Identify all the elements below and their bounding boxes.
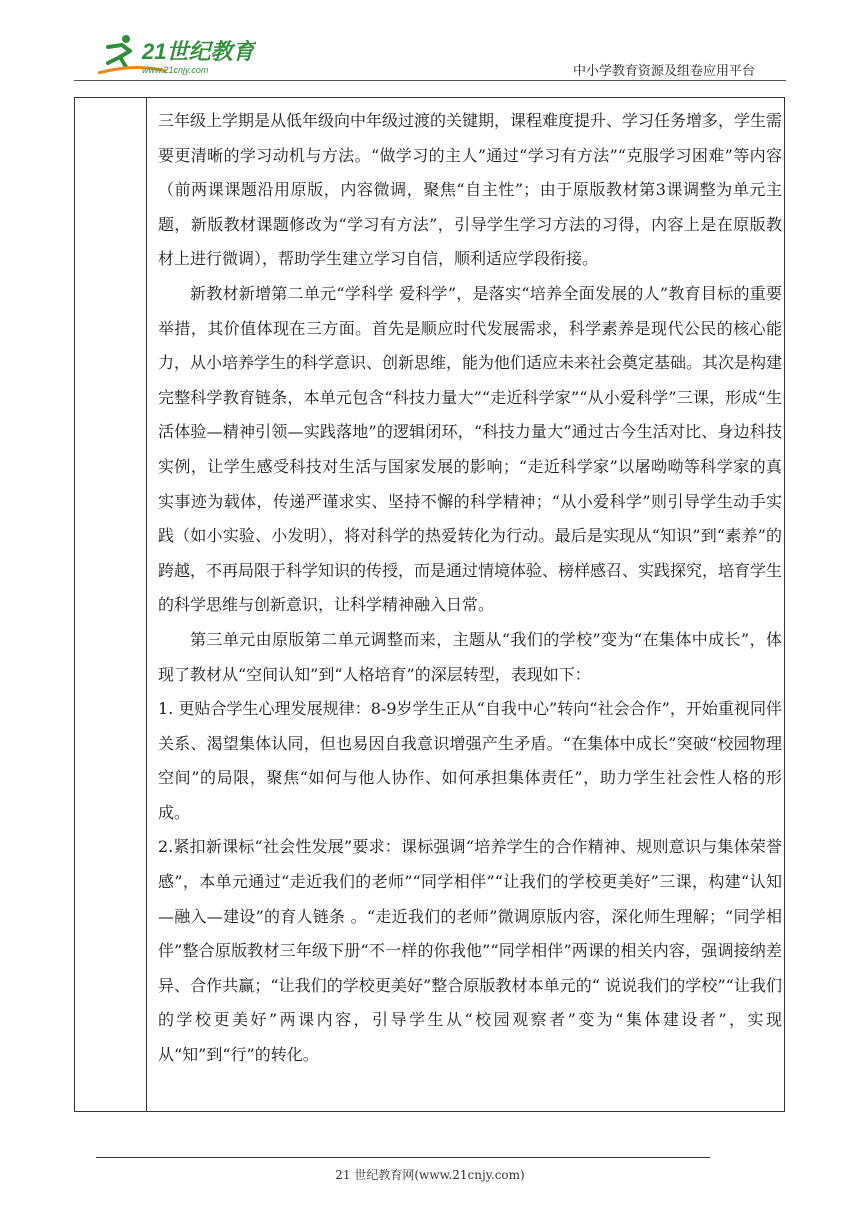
table-label-column bbox=[75, 98, 147, 1111]
footer-divider bbox=[96, 1157, 710, 1158]
site-logo bbox=[96, 33, 256, 77]
table-content-cell bbox=[158, 104, 782, 1073]
paragraph-grade-transition: 三年级上学期是从低年级向中年级过渡的关键期，课程难度提升、学习任务增多，学生需要更清晰的学习动机与方法。“做学习的主人”通过“学习有方法”“克服学习困难”等内容（前两课课题沿用原版，内容微调，聚焦“自主性”；由于原版教材第3课调整为单元主题，新版教材课题修改为“学习有方法”，引导学生学习方法的习得，内容上是在原版教材上进行微调），帮助学生建立学习自信，顺利适应学段衔接。 bbox=[158, 111, 783, 269]
running-figure-logo-icon bbox=[96, 33, 256, 77]
paragraph-point-one: 1. 更贴合学生心理发展规律：8-9岁学生正从“自我中心”转向“社会合作”，开始重视同伴关系、渴望集体认同，但也易因自我意识增强产生矛盾。“在集体中成长”突破“校园物理空间”的局限，聚焦“如何与他人协作、如何承担集体责任”，助力学生社会性人格的形成。 bbox=[158, 699, 782, 822]
content-table bbox=[74, 97, 785, 1112]
svg-text:21世纪教育: 21世纪教育 bbox=[142, 39, 255, 64]
footer-site-link[interactable]: 21 世纪教育网(www.21cnjy.com) bbox=[335, 1168, 525, 1182]
header-platform-title: 中小学教育资源及组卷应用平台 bbox=[572, 64, 755, 79]
svg-text:www.21cnjy.com: www.21cnjy.com bbox=[142, 65, 209, 75]
header-divider bbox=[74, 80, 786, 81]
paragraph-unit-three-intro: 第三单元由原版第二单元调整而来，主题从“我们的学校”变为“在集体中成长”，体现了教材从“空间认知”到“人格培育”的深层转型，表现如下： bbox=[158, 629, 782, 684]
paragraph-unit-two-science: 新教材新增第二单元“学科学 爱科学”，是落实“培养全面发展的人”教育目标的重要举措，其价值体现在三方面。首先是顺应时代发展需求，科学素养是现代公民的核心能力，从小培养学生的科学意识、创新思维，能为他们适应未来社会奠定基础。其次是构建完整科学教育链条，本单元包含“科技力量大”“走近科学家”“从小爱科学”三课，形成“生活体验—精神引领—实践落地”的逻辑闭环，“科技力量大”通过古今生活对比、身边科技实例，让学生感受科技对生活与国家发展的影响；“走近科学家”以屠呦呦等科学家的真实事迹为载体，传递严谨求实、坚持不懈的科学精神；“从小爱科学”则引导学生动手实践（如小实验、小发明），将对科学的热爱转化为行动。最后是实现从“知识”到“素养”的跨越，不再局限于科学知识的传授，而是通过情境体验、榜样感召、实践探究，培育学生的科学思维与创新意识，让科学精神融入日常。 bbox=[158, 283, 783, 615]
paragraph-point-two: 2.紧扣新课标“社会性发展”要求：课标强调“培养学生的合作精神、规则意识与集体荣誉感”，本单元通过“走近我们的老师”“同学相伴”“让我们的学校更美好”三课，构建“认知—融入—建设”的育人链条 。“走近我们的老师”微调原版内容，深化师生理解；“同学相伴”整合原版教材三年级下册“不一样的你我他”“同学相伴”两课的相关内容，强调接纳差异、合作共赢；“让我们的学校更美好”整合原版教材本单元的“ 说说我们的学校”“让我们的学校更美好”两课内容，引导学生从“校园观察者”变为“集体建设者”，实现从“知”到“行”的转化。 bbox=[158, 837, 782, 1065]
